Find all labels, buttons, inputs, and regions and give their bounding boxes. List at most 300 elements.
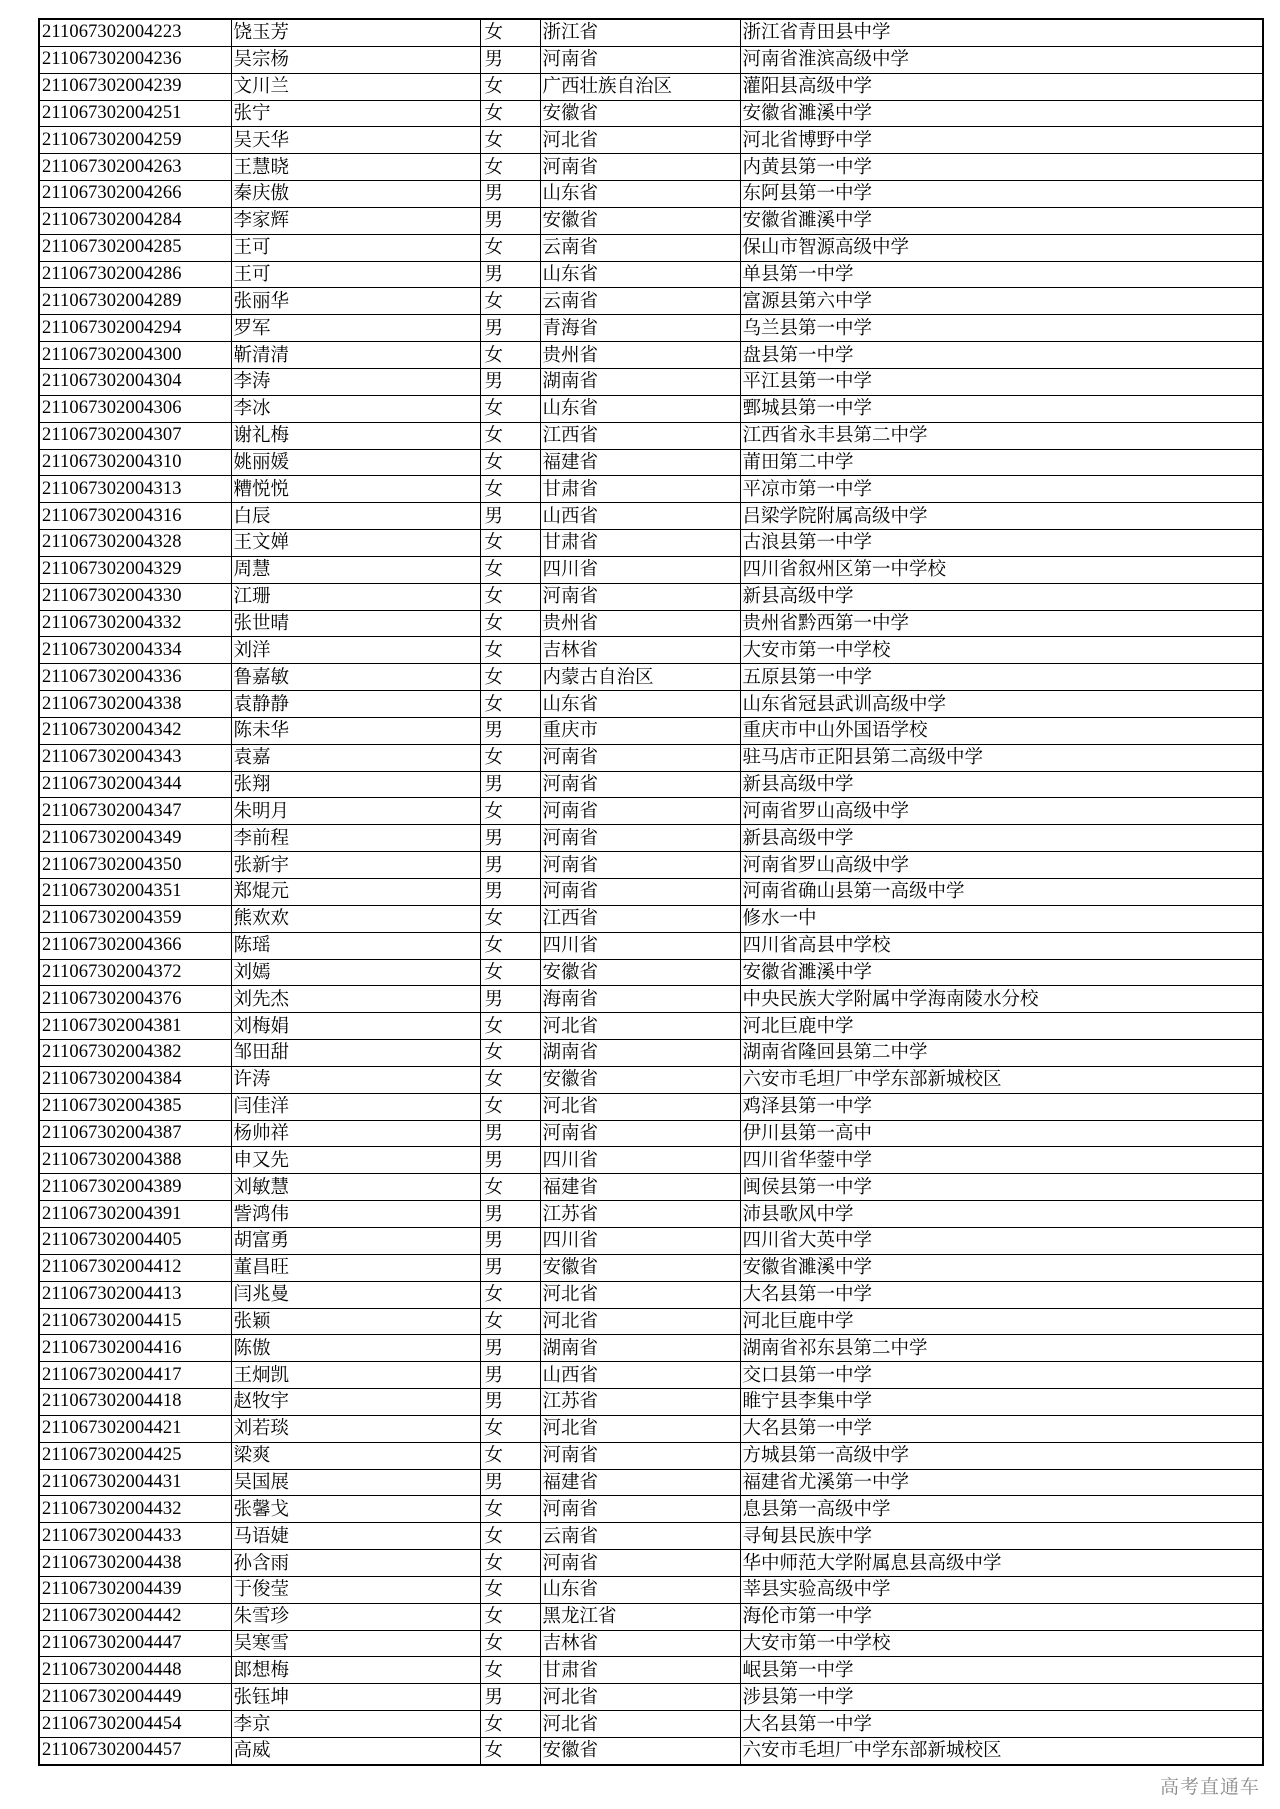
province-cell: 河北省 [540,127,740,154]
exam-number-cell: 211067302004442 [39,1603,231,1630]
name-cell: 朱明月 [231,798,480,825]
gender-cell: 女 [480,1711,540,1738]
province-cell: 四川省 [540,932,740,959]
table-row [39,664,1263,691]
gender-cell: 女 [480,530,540,557]
table-row [39,1711,1263,1738]
school-cell: 河北巨鹿中学 [740,1308,1263,1335]
school-cell: 五原县第一中学 [740,664,1263,691]
table-row [39,181,1263,208]
gender-cell: 女 [480,798,540,825]
school-cell: 山东省冠县武训高级中学 [740,691,1263,718]
name-cell: 王文婵 [231,530,480,557]
school-cell: 交口县第一中学 [740,1362,1263,1389]
gender-cell: 女 [480,1066,540,1093]
table-row [39,1227,1263,1254]
name-cell: 江珊 [231,583,480,610]
gender-cell: 女 [480,744,540,771]
school-cell: 保山市智源高级中学 [740,234,1263,261]
gender-cell: 女 [480,1657,540,1684]
table-row [39,825,1263,852]
table-row [39,1630,1263,1657]
student-list-table [38,18,1264,1766]
table-row [39,717,1263,744]
table-row [39,1442,1263,1469]
school-cell: 新县高级中学 [740,583,1263,610]
table-row [39,1415,1263,1442]
table-row [39,1174,1263,1201]
school-cell: 大名县第一中学 [740,1415,1263,1442]
province-cell: 河南省 [540,583,740,610]
school-cell: 平凉市第一中学 [740,476,1263,503]
table-row [39,261,1263,288]
name-cell: 鲁嘉敏 [231,664,480,691]
province-cell: 河南省 [540,154,740,181]
gender-cell: 女 [480,583,540,610]
exam-number-cell: 211067302004236 [39,46,231,73]
exam-number-cell: 211067302004416 [39,1335,231,1362]
province-cell: 安徽省 [540,1254,740,1281]
name-cell: 胡富勇 [231,1227,480,1254]
school-cell: 闽侯县第一中学 [740,1174,1263,1201]
province-cell: 江苏省 [540,1389,740,1416]
province-cell: 海南省 [540,986,740,1013]
exam-number-cell: 211067302004449 [39,1684,231,1711]
exam-number-cell: 211067302004304 [39,368,231,395]
table-row [39,207,1263,234]
exam-number-cell: 211067302004448 [39,1657,231,1684]
gender-cell: 男 [480,1120,540,1147]
province-cell: 云南省 [540,288,740,315]
province-cell: 河南省 [540,798,740,825]
exam-number-cell: 211067302004338 [39,691,231,718]
name-cell: 张新宇 [231,852,480,879]
school-cell: 灌阳县高级中学 [740,73,1263,100]
table-row [39,798,1263,825]
table-row [39,476,1263,503]
exam-number-cell: 211067302004263 [39,154,231,181]
gender-cell: 男 [480,1254,540,1281]
table-row [39,744,1263,771]
province-cell: 贵州省 [540,610,740,637]
school-cell: 莆田第二中学 [740,449,1263,476]
province-cell: 江苏省 [540,1201,740,1228]
school-cell: 平江县第一中学 [740,368,1263,395]
exam-number-cell: 211067302004391 [39,1201,231,1228]
gender-cell: 女 [480,476,540,503]
table-row [39,1066,1263,1093]
student-list-table-wrapper [38,18,1262,1766]
table-row [39,556,1263,583]
province-cell: 河南省 [540,1550,740,1577]
table-row [39,503,1263,530]
table-row [39,1362,1263,1389]
name-cell: 张颖 [231,1308,480,1335]
table-row [39,932,1263,959]
gender-cell: 女 [480,422,540,449]
exam-number-cell: 211067302004431 [39,1469,231,1496]
exam-number-cell: 211067302004432 [39,1496,231,1523]
province-cell: 浙江省 [540,19,740,46]
school-cell: 富源县第六中学 [740,288,1263,315]
province-cell: 河北省 [540,1013,740,1040]
school-cell: 四川省叙州区第一中学校 [740,556,1263,583]
province-cell: 湖南省 [540,1040,740,1067]
exam-number-cell: 211067302004347 [39,798,231,825]
name-cell: 刘梅娟 [231,1013,480,1040]
table-row [39,1550,1263,1577]
gender-cell: 男 [480,1362,540,1389]
exam-number-cell: 211067302004294 [39,315,231,342]
table-row [39,583,1263,610]
name-cell: 孙含雨 [231,1550,480,1577]
school-cell: 大安市第一中学校 [740,1630,1263,1657]
gender-cell: 男 [480,1335,540,1362]
school-cell: 河南省确山县第一高级中学 [740,879,1263,906]
province-cell: 山东省 [540,1576,740,1603]
gender-cell: 男 [480,261,540,288]
name-cell: 申又先 [231,1147,480,1174]
table-row [39,905,1263,932]
gender-cell: 女 [480,1013,540,1040]
gender-cell: 女 [480,1174,540,1201]
school-cell: 河北巨鹿中学 [740,1013,1263,1040]
name-cell: 许涛 [231,1066,480,1093]
province-cell: 河南省 [540,852,740,879]
gender-cell: 女 [480,1415,540,1442]
gender-cell: 女 [480,556,540,583]
province-cell: 安徽省 [540,100,740,127]
name-cell: 马语婕 [231,1523,480,1550]
exam-number-cell: 211067302004385 [39,1093,231,1120]
name-cell: 陈瑶 [231,932,480,959]
school-cell: 安徽省濉溪中学 [740,100,1263,127]
school-cell: 河南省罗山高级中学 [740,798,1263,825]
school-cell: 鄄城县第一中学 [740,395,1263,422]
gender-cell: 女 [480,1281,540,1308]
exam-number-cell: 211067302004251 [39,100,231,127]
exam-number-cell: 211067302004300 [39,342,231,369]
name-cell: 张钰坤 [231,1684,480,1711]
exam-number-cell: 211067302004307 [39,422,231,449]
name-cell: 朱雪珍 [231,1603,480,1630]
name-cell: 吴国展 [231,1469,480,1496]
name-cell: 周慧 [231,556,480,583]
name-cell: 吴天华 [231,127,480,154]
exam-number-cell: 211067302004425 [39,1442,231,1469]
exam-number-cell: 211067302004336 [39,664,231,691]
gender-cell: 女 [480,19,540,46]
school-cell: 盘县第一中学 [740,342,1263,369]
province-cell: 山西省 [540,1362,740,1389]
school-cell: 重庆市中山外国语学校 [740,717,1263,744]
table-row [39,1120,1263,1147]
table-row [39,368,1263,395]
gender-cell: 女 [480,1093,540,1120]
name-cell: 李冰 [231,395,480,422]
province-cell: 吉林省 [540,1630,740,1657]
province-cell: 河北省 [540,1093,740,1120]
name-cell: 张馨戈 [231,1496,480,1523]
table-row [39,1308,1263,1335]
school-cell: 河南省罗山高级中学 [740,852,1263,879]
gender-cell: 男 [480,315,540,342]
gender-cell: 女 [480,1496,540,1523]
gender-cell: 女 [480,1442,540,1469]
exam-number-cell: 211067302004438 [39,1550,231,1577]
exam-number-cell: 211067302004344 [39,771,231,798]
gender-cell: 女 [480,691,540,718]
province-cell: 福建省 [540,1174,740,1201]
province-cell: 甘肃省 [540,476,740,503]
school-cell: 湖南省隆回县第二中学 [740,1040,1263,1067]
school-cell: 鸡泽县第一中学 [740,1093,1263,1120]
gender-cell: 男 [480,1684,540,1711]
province-cell: 黑龙江省 [540,1603,740,1630]
gender-cell: 女 [480,1576,540,1603]
school-cell: 睢宁县李集中学 [740,1389,1263,1416]
school-cell: 单县第一中学 [740,261,1263,288]
province-cell: 河南省 [540,1120,740,1147]
table-row [39,530,1263,557]
province-cell: 山东省 [540,691,740,718]
gender-cell: 女 [480,288,540,315]
name-cell: 罗军 [231,315,480,342]
exam-number-cell: 211067302004351 [39,879,231,906]
school-cell: 河南省淮滨高级中学 [740,46,1263,73]
name-cell: 郎想梅 [231,1657,480,1684]
table-row [39,315,1263,342]
gender-cell: 女 [480,342,540,369]
name-cell: 赵牧宇 [231,1389,480,1416]
exam-number-cell: 211067302004328 [39,530,231,557]
province-cell: 云南省 [540,1523,740,1550]
school-cell: 四川省高县中学校 [740,932,1263,959]
table-body [39,19,1263,1765]
school-cell: 寻甸县民族中学 [740,1523,1263,1550]
exam-number-cell: 211067302004329 [39,556,231,583]
table-row [39,959,1263,986]
table-row [39,288,1263,315]
name-cell: 刘嫣 [231,959,480,986]
exam-number-cell: 211067302004350 [39,852,231,879]
gender-cell: 女 [480,100,540,127]
exam-number-cell: 211067302004417 [39,1362,231,1389]
school-cell: 浙江省青田县中学 [740,19,1263,46]
gender-cell: 男 [480,207,540,234]
school-cell: 沛县歌风中学 [740,1201,1263,1228]
gender-cell: 男 [480,825,540,852]
gender-cell: 女 [480,127,540,154]
exam-number-cell: 211067302004306 [39,395,231,422]
exam-number-cell: 211067302004316 [39,503,231,530]
province-cell: 河北省 [540,1308,740,1335]
name-cell: 刘先杰 [231,986,480,1013]
name-cell: 靳清清 [231,342,480,369]
school-cell: 修水一中 [740,905,1263,932]
school-cell: 四川省大英中学 [740,1227,1263,1254]
province-cell: 河北省 [540,1415,740,1442]
gender-cell: 男 [480,1227,540,1254]
province-cell: 四川省 [540,556,740,583]
name-cell: 刘洋 [231,637,480,664]
exam-number-cell: 211067302004310 [39,449,231,476]
exam-number-cell: 211067302004286 [39,261,231,288]
school-cell: 中央民族大学附属中学海南陵水分校 [740,986,1263,1013]
exam-number-cell: 211067302004372 [39,959,231,986]
exam-number-cell: 211067302004285 [39,234,231,261]
exam-number-cell: 211067302004388 [39,1147,231,1174]
gender-cell: 男 [480,1389,540,1416]
school-cell: 华中师范大学附属息县高级中学 [740,1550,1263,1577]
gender-cell: 男 [480,1147,540,1174]
name-cell: 张翔 [231,771,480,798]
exam-number-cell: 211067302004421 [39,1415,231,1442]
exam-number-cell: 211067302004334 [39,637,231,664]
exam-number-cell: 211067302004349 [39,825,231,852]
table-row [39,1469,1263,1496]
gender-cell: 女 [480,395,540,422]
name-cell: 高威 [231,1738,480,1765]
gender-cell: 女 [480,1738,540,1765]
table-row [39,771,1263,798]
province-cell: 山东省 [540,261,740,288]
exam-number-cell: 211067302004259 [39,127,231,154]
gender-cell: 女 [480,73,540,100]
school-cell: 息县第一高级中学 [740,1496,1263,1523]
province-cell: 河南省 [540,744,740,771]
gender-cell: 男 [480,46,540,73]
table-row [39,1201,1263,1228]
gender-cell: 男 [480,771,540,798]
exam-number-cell: 211067302004376 [39,986,231,1013]
province-cell: 贵州省 [540,342,740,369]
name-cell: 杨帅祥 [231,1120,480,1147]
table-row [39,1657,1263,1684]
exam-number-cell: 211067302004454 [39,1711,231,1738]
province-cell: 福建省 [540,449,740,476]
table-row [39,422,1263,449]
gender-cell: 女 [480,637,540,664]
exam-number-cell: 211067302004384 [39,1066,231,1093]
school-cell: 六安市毛坦厂中学东部新城校区 [740,1066,1263,1093]
exam-number-cell: 211067302004266 [39,181,231,208]
exam-number-cell: 211067302004289 [39,288,231,315]
name-cell: 文川兰 [231,73,480,100]
gender-cell: 男 [480,852,540,879]
school-cell: 六安市毛坦厂中学东部新城校区 [740,1738,1263,1765]
exam-number-cell: 211067302004332 [39,610,231,637]
table-row [39,449,1263,476]
gender-cell: 男 [480,368,540,395]
exam-number-cell: 211067302004223 [39,19,231,46]
gender-cell: 女 [480,610,540,637]
gender-cell: 女 [480,449,540,476]
table-row [39,986,1263,1013]
gender-cell: 女 [480,1040,540,1067]
name-cell: 饶玉芳 [231,19,480,46]
gender-cell: 男 [480,879,540,906]
name-cell: 熊欢欢 [231,905,480,932]
name-cell: 王慧晓 [231,154,480,181]
gender-cell: 女 [480,1308,540,1335]
table-row [39,1496,1263,1523]
name-cell: 王可 [231,234,480,261]
name-cell: 张丽华 [231,288,480,315]
province-cell: 甘肃省 [540,1657,740,1684]
table-row [39,19,1263,46]
name-cell: 李家辉 [231,207,480,234]
table-row [39,852,1263,879]
name-cell: 刘若琰 [231,1415,480,1442]
province-cell: 四川省 [540,1227,740,1254]
name-cell: 张宁 [231,100,480,127]
table-row [39,1147,1263,1174]
province-cell: 河南省 [540,771,740,798]
school-cell: 海伦市第一中学 [740,1603,1263,1630]
school-cell: 安徽省濉溪中学 [740,1254,1263,1281]
exam-number-cell: 211067302004387 [39,1120,231,1147]
school-cell: 莘县实验高级中学 [740,1576,1263,1603]
school-cell: 吕梁学院附属高级中学 [740,503,1263,530]
school-cell: 湖南省祁东县第二中学 [740,1335,1263,1362]
province-cell: 甘肃省 [540,530,740,557]
table-row [39,1335,1263,1362]
table-row [39,73,1263,100]
gender-cell: 女 [480,664,540,691]
exam-number-cell: 211067302004313 [39,476,231,503]
school-cell: 四川省华蓥中学 [740,1147,1263,1174]
school-cell: 岷县第一中学 [740,1657,1263,1684]
gender-cell: 女 [480,932,540,959]
school-cell: 伊川县第一高中 [740,1120,1263,1147]
gender-cell: 男 [480,1201,540,1228]
name-cell: 陈未华 [231,717,480,744]
name-cell: 董昌旺 [231,1254,480,1281]
school-cell: 方城县第一高级中学 [740,1442,1263,1469]
province-cell: 河南省 [540,1496,740,1523]
name-cell: 姚丽媛 [231,449,480,476]
gender-cell: 男 [480,986,540,1013]
exam-number-cell: 211067302004382 [39,1040,231,1067]
table-row [39,100,1263,127]
name-cell: 谢礼梅 [231,422,480,449]
school-cell: 安徽省濉溪中学 [740,207,1263,234]
province-cell: 河南省 [540,825,740,852]
exam-number-cell: 211067302004381 [39,1013,231,1040]
province-cell: 江西省 [540,422,740,449]
school-cell: 新县高级中学 [740,825,1263,852]
table-row [39,154,1263,181]
exam-number-cell: 211067302004439 [39,1576,231,1603]
province-cell: 安徽省 [540,1738,740,1765]
province-cell: 山东省 [540,181,740,208]
school-cell: 驻马店市正阳县第二高级中学 [740,744,1263,771]
province-cell: 安徽省 [540,1066,740,1093]
name-cell: 糟悦悦 [231,476,480,503]
province-cell: 河北省 [540,1711,740,1738]
table-row [39,1040,1263,1067]
table-row [39,1603,1263,1630]
gender-cell: 女 [480,959,540,986]
exam-number-cell: 211067302004457 [39,1738,231,1765]
name-cell: 陈傲 [231,1335,480,1362]
gender-cell: 男 [480,1469,540,1496]
table-row [39,127,1263,154]
name-cell: 王可 [231,261,480,288]
name-cell: 吴寒雪 [231,1630,480,1657]
name-cell: 郑焜元 [231,879,480,906]
